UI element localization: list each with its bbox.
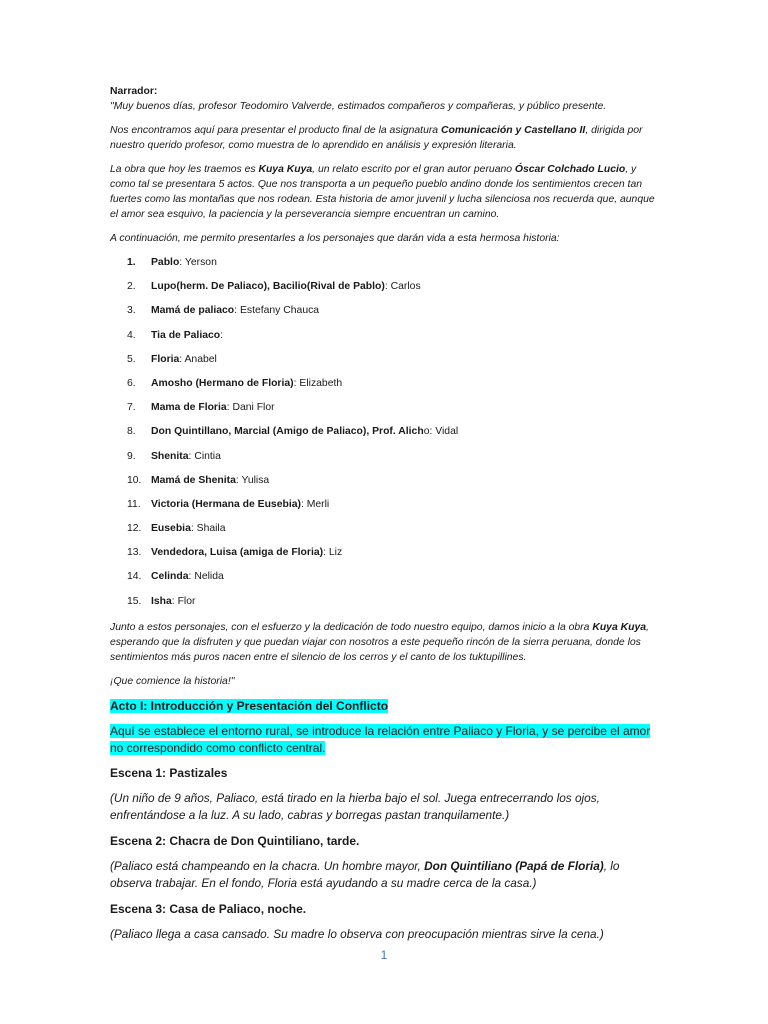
- actor-name: Carlos: [390, 281, 421, 293]
- character-role: Mamá de paliaco: [151, 305, 235, 317]
- text: Junto a estos personajes, con el esfuerzo y la dedicación de todo nuestro equipo, damos inicio a la obra: [110, 621, 593, 633]
- separator: :: [235, 474, 242, 486]
- list-number: 4.: [127, 329, 136, 341]
- list-item: [110, 400, 660, 416]
- scene-title: Escena 2: Chacra de Don Quintiliano, tarde.: [110, 833, 360, 848]
- character-role: Eusebia: [151, 523, 191, 535]
- list-item: [110, 545, 660, 561]
- list-number: 13.: [127, 547, 142, 559]
- list-item: [110, 255, 660, 271]
- actor-name: Anabel: [184, 353, 217, 365]
- character-name: Don Quintiliano (Papá de Floria): [424, 858, 604, 873]
- separator: :: [384, 281, 391, 293]
- list-number: 11.: [127, 498, 141, 510]
- separator: :: [188, 571, 195, 583]
- text: (Un niño de 9 años, Paliaco, está tirado en la hierba bajo el sol. Juega entrecerrando los ojos, enfrentándose a la luz. A su lado, cabras y borregas pastan tranquilamente.): [110, 790, 600, 822]
- list-number: 10.: [127, 474, 142, 486]
- text: , dirigida por nuestro querido profesor, como muestra de lo aprendido en análisis y expresión literaria.: [110, 125, 643, 151]
- list-item: [110, 279, 660, 295]
- character-role: Vendedora, Luisa (amiga de Floria): [151, 547, 324, 559]
- act-title: [110, 698, 660, 715]
- paragraph-closing: [110, 620, 660, 665]
- separator: :: [226, 402, 233, 414]
- list-number: 7.: [127, 402, 136, 414]
- act-description: [110, 723, 660, 757]
- actor-name: Dani Flor: [232, 402, 275, 414]
- separator: :: [190, 523, 197, 535]
- list-item: [110, 449, 660, 465]
- actor-name: Cintia: [194, 450, 221, 462]
- actor-name: Liz: [328, 547, 343, 559]
- list-item: [110, 594, 660, 610]
- separator: :: [179, 353, 185, 365]
- separator: :: [234, 305, 240, 317]
- character-role: Celinda: [151, 571, 189, 583]
- list-number: 8.: [127, 426, 136, 438]
- list-item: [110, 569, 660, 585]
- text: Nos encontramos aquí para presentar el producto final de la asignatura: [110, 125, 441, 136]
- character-role: Tia de Paliaco: [151, 329, 221, 341]
- work-title: Kuya Kuya: [592, 621, 647, 633]
- text: La obra que hoy les traemos es: [110, 164, 259, 175]
- actor-name: Nelida: [194, 571, 224, 583]
- document-page: [110, 84, 660, 952]
- paragraph-work: [110, 162, 660, 222]
- list-item: [110, 497, 660, 513]
- separator: :: [300, 498, 307, 510]
- work-title: Kuya Kuya: [258, 164, 313, 175]
- narrator-intro: [110, 84, 660, 114]
- list-item: [110, 376, 660, 392]
- scene-title: Escena 3: Casa de Paliaco, noche.: [110, 901, 307, 916]
- text: (Paliaco está champeando en la chacra. Un hombre mayor,: [110, 858, 425, 873]
- separator: :: [188, 450, 195, 462]
- list-item: [110, 473, 660, 489]
- author-name: Óscar Colchado Lucio: [514, 164, 626, 175]
- paragraph-course: [110, 123, 660, 153]
- scene-description: [110, 858, 660, 892]
- text: (Paliaco llega a casa cansado. Su madre lo observa con preocupación mientras sirve la cena.): [110, 926, 604, 941]
- narrator-label: Narrador:: [110, 86, 158, 97]
- scene-description: [110, 790, 660, 824]
- list-number: 15.: [127, 595, 142, 607]
- character-role: Mama de Floria: [151, 402, 227, 414]
- actor-name: Yulisa: [241, 474, 270, 486]
- scene-description: [110, 926, 660, 943]
- character-role: Mamá de Shenita: [151, 474, 236, 486]
- greeting: "Muy buenos días, profesor Teodomiro Valverde, estimados compañeros y compañeras, y público presente.: [110, 101, 607, 112]
- character-role: Lupo(herm. De Paliaco), Bacilio(Rival de Pablo): [151, 281, 385, 293]
- character-role: Pablo: [151, 257, 180, 268]
- actor-name: Estefany Chauca: [239, 305, 320, 317]
- separator: :: [220, 329, 224, 341]
- character-role: Victoria (Hermana de Eusebia): [151, 498, 301, 510]
- list-number: 12.: [127, 523, 142, 535]
- actor-name: o: Vidal: [423, 426, 459, 438]
- paragraph-start: ¡Que comience la historia!": [110, 675, 235, 687]
- actor-name: Yerson: [184, 257, 217, 268]
- list-item: [110, 521, 660, 537]
- character-role: Floria: [151, 353, 180, 365]
- paragraph-characters-intro: A continuación, me permito presentarles a los personajes que darán vida a esta hermosa historia:: [110, 233, 560, 244]
- separator: :: [293, 377, 300, 389]
- list-number: 2.: [127, 281, 136, 293]
- text: , un relato escrito por el gran autor peruano: [312, 164, 515, 175]
- actor-name: Shaila: [196, 523, 226, 535]
- character-role: Amosho (Hermano de Floria): [151, 377, 294, 389]
- course-name: Comunicación y Castellano II: [440, 125, 586, 136]
- list-item: [110, 352, 660, 368]
- page-number: 1: [380, 948, 388, 962]
- actor-name: Merli: [306, 498, 330, 510]
- text: , y como tal se presentara 5 actos. Que nos transporta a un pequeño pueblo andino donde los sentimientos crecen tan fuertes como las montañas que nos rodean. Esta historia de amor juvenil y lucha silenciosa nos recuerda que, aunque el amor sea esquivo, la paciencia y la perseverancia siempre encuentran un camino.: [110, 164, 655, 220]
- actor-name: Flor: [177, 595, 196, 607]
- text: , lo observa trabajar. En el fondo, Floria está ayudando a su madre cerca de la casa.): [110, 858, 620, 890]
- character-role: Don Quintillano, Marcial (Amigo de Paliaco), Prof. Alich: [151, 426, 424, 438]
- list-number: 6.: [127, 377, 136, 389]
- separator: :: [179, 257, 185, 268]
- separator: :: [323, 547, 329, 559]
- list-number: 9.: [127, 450, 136, 462]
- list-number: 14.: [127, 571, 142, 583]
- act-description-text: Aquí se establece el entorno rural, se introduce la relación entre Paliaco y Floria, y se percibe el amor no correspondido como conflicto central.: [110, 723, 651, 755]
- act-title-text: Acto I: Introducción y Presentación del Conflicto: [110, 698, 389, 713]
- list-item: [110, 424, 660, 440]
- list-number: 1.: [127, 257, 136, 268]
- scene-title: Escena 1: Pastizales: [110, 765, 228, 780]
- list-number: 3.: [127, 305, 136, 317]
- separator: :: [171, 595, 178, 607]
- character-role: Isha: [151, 595, 172, 607]
- list-item: [110, 303, 660, 319]
- list-number: 5.: [127, 353, 136, 365]
- character-list: [110, 255, 660, 610]
- actor-name: Elizabeth: [299, 377, 343, 389]
- text: , esperando que la disfruten y que puedan viajar con nosotros a este pequeño rincón de la sierra peruana, donde los sentimientos más puros nacen entre el silencio de los cerros y el canto de los tuktupillines.: [110, 621, 649, 663]
- list-item: [110, 328, 660, 344]
- character-role: Shenita: [151, 450, 189, 462]
